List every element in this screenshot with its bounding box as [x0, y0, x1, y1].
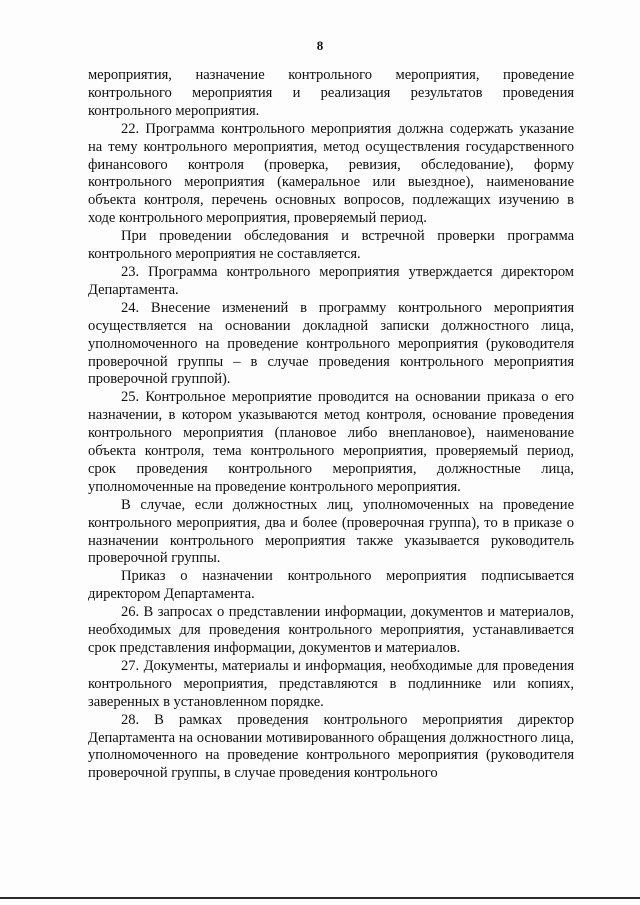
paragraph-28: 28. В рамках проведения контрольного мероприятия директор Департамента на основании мотивированного обращения должностного лица, уполномоченного на проведение контрольного мероприятия (руководителя проверочной группы, в случае проведения контрольного	[88, 711, 574, 782]
page-number: 8	[316, 38, 324, 53]
paragraph-22-note: При проведении обследования и встречной проверки программа контрольного мероприятия не составляется.	[88, 228, 574, 263]
paragraph-continuation: мероприятия, назначение контрольного мероприятия, проведение контрольного мероприятия и реализация результатов проведения контрольного мероприятия.	[88, 67, 574, 119]
scan-bottom-edge	[0, 897, 640, 899]
paragraph-26: 26. В запросах о представлении информации, документов и материалов, необходимых для проведения контрольного мероприятия, устанавливается срок представления информации, документов и материалов.	[88, 604, 574, 656]
paragraph-23: 23. Программа контрольного мероприятия утверждается директором Департамента.	[88, 263, 574, 298]
document-body	[88, 67, 574, 783]
paragraph-25-order: Приказ о назначении контрольного мероприятия подписывается директором Департамента.	[88, 568, 574, 603]
paragraph-27: 27. Документы, материалы и информация, необходимые для проведения контрольного мероприятия, представляются в подлиннике или копиях, заверенных в установленном порядке.	[88, 657, 574, 710]
paragraph-24: 24. Внесение изменений в программу контрольного мероприятия осуществляется на основании докладной записки должностного лица, уполномоченного на проведение контрольного мероприятия (руководителя проверочной группы – в случае проведения контрольного мероприятия проверочной группой).	[88, 299, 574, 388]
paragraph-22: 22. Программа контрольного мероприятия должна содержать указание на тему контрольного мероприятия, метод осуществления государственного финансового контроля (проверка, ревизия, обследование), форму контрольного мероприятия (камеральное или выездное), наименование объекта контроля, перечень основных вопросов, подлежащих изучению в ходе контрольного мероприятия, проверяемый период.	[88, 120, 574, 227]
paragraph-25-group: В случае, если должностных лиц, уполномоченных на проведение контрольного мероприятия, два и более (проверочная группа), то в приказе о назначении контрольного мероприятия также указывается руководитель проверочной группы.	[88, 496, 574, 567]
paragraph-25: 25. Контрольное мероприятие проводится на основании приказа о его назначении, в котором указываются метод контроля, основание проведения контрольного мероприятия (плановое либо внеплановое), наименование объекта контроля, тема контрольного мероприятия, проверяемый период, срок проведения контрольного мероприятия, должностные лица, уполномоченные на проведение контрольного мероприятия.	[88, 389, 574, 495]
